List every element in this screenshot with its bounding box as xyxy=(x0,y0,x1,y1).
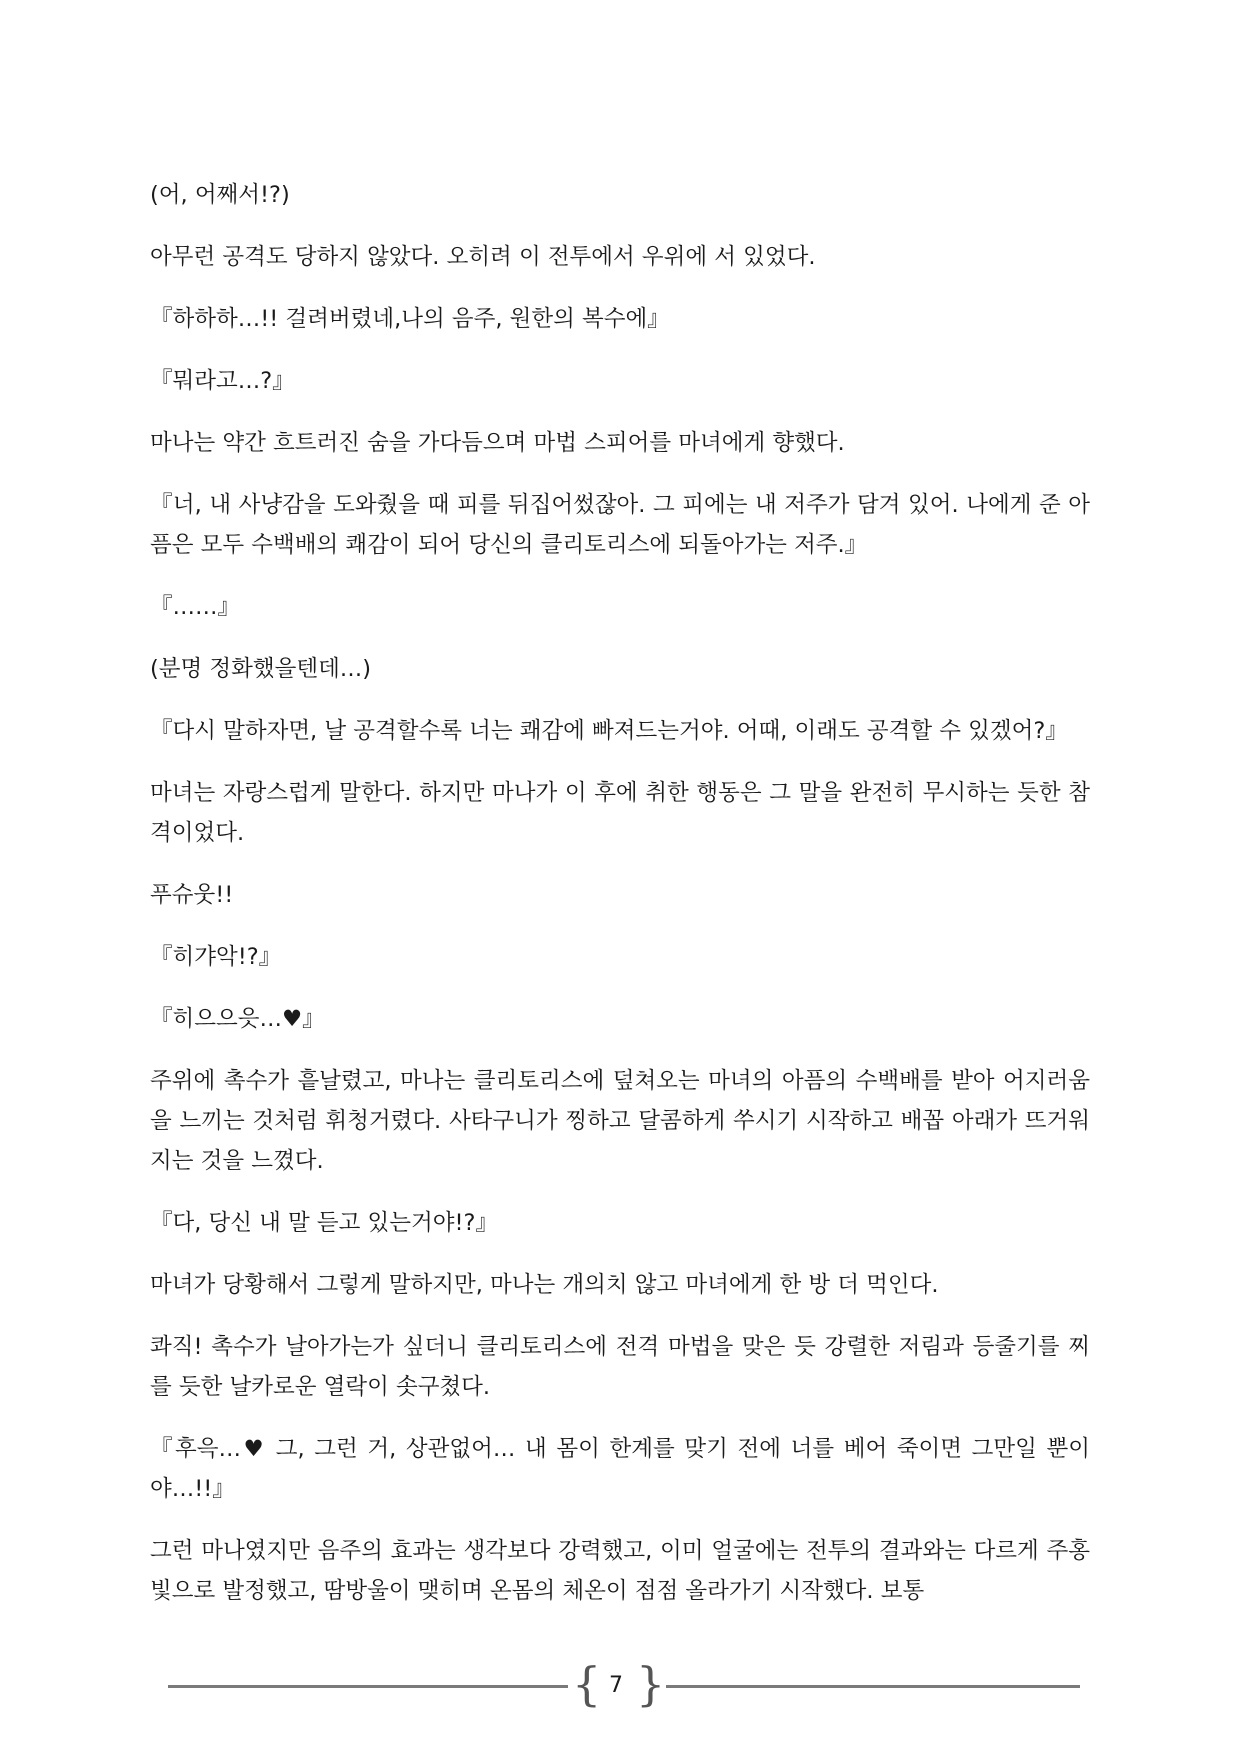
page-number: 7 xyxy=(609,1673,623,1698)
paragraph: 마나는 약간 흐트러진 숨을 가다듬으며 마법 스피어를 마녀에게 향했다. xyxy=(150,430,845,456)
paragraph: 『다, 당신 내 말 듣고 있는거야!?』 xyxy=(150,1210,498,1236)
paragraph: (분명 정화했을텐데…) xyxy=(150,656,372,682)
footer-bracket-close: } xyxy=(636,1657,666,1711)
paragraph: 그런 마나였지만 음주의 효과는 생각보다 강력했고, 이미 얼굴에는 전투의 결과와는 다르게 주홍빛으로 발정했고, 땀방울이 맺히며 온몸의 체온이 점점 올라가기 시작했다. 보통 xyxy=(150,1538,1090,1604)
footer-bracket-open: { xyxy=(572,1657,602,1711)
footer-rule-left xyxy=(168,1685,568,1688)
paragraph: 『하하하…!! 걸려버렸네,나의 음주, 원한의 복수에』 xyxy=(150,306,670,332)
paragraph: (어, 어째서!?) xyxy=(150,182,290,208)
document-body xyxy=(150,175,1090,1633)
footer-rule-right xyxy=(666,1685,1080,1688)
paragraph: 『뭐라고…?』 xyxy=(150,368,295,394)
paragraph: 주위에 촉수가 흩날렸고, 마나는 클리토리스에 덮쳐오는 마녀의 아픔의 수백배를 받아 어지러움을 느끼는 것처럼 휘청거렸다. 사타구니가 찡하고 달콤하게 쑤시기 시작하고 배꼽 아래가 뜨거워지는 것을 느꼈다. xyxy=(150,1068,1090,1174)
paragraph: 푸슈웃!! xyxy=(150,882,234,908)
paragraph: 마녀는 자랑스럽게 말한다. 하지만 마나가 이 후에 취한 행동은 그 말을 완전히 무시하는 듯한 참격이었다. xyxy=(150,780,1090,846)
paragraph: 『너, 내 사냥감을 도와줬을 때 피를 뒤집어썼잖아. 그 피에는 내 저주가 담겨 있어. 나에게 준 아픔은 모두 수백배의 쾌감이 되어 당신의 클리토리스에 되돌아가는 저주.』 xyxy=(150,492,1090,558)
paragraph: 『히으으읏…♥』 xyxy=(150,1006,325,1032)
paragraph: 마녀가 당황해서 그렇게 말하지만, 마나는 개의치 않고 마녀에게 한 방 더 먹인다. xyxy=(150,1272,939,1298)
paragraph: 『후윽…♥ 그, 그런 거, 상관없어… 내 몸이 한계를 맞기 전에 너를 베어 죽이면 그만일 뿐이야…!!』 xyxy=(150,1436,1090,1502)
paragraph: 『다시 말하자면, 날 공격할수록 너는 쾌감에 빠져드는거야. 어때, 이래도 공격할 수 있겠어?』 xyxy=(150,718,1068,744)
paragraph: 콰직! 촉수가 날아가는가 싶더니 클리토리스에 전격 마법을 맞은 듯 강렬한 저림과 등줄기를 찌를 듯한 날카로운 열락이 솟구쳤다. xyxy=(150,1334,1090,1400)
page-footer xyxy=(168,1657,1080,1711)
paragraph: 아무런 공격도 당하지 않았다. 오히려 이 전투에서 우위에 서 있었다. xyxy=(150,244,816,270)
paragraph: 『히갸악!?』 xyxy=(150,944,282,970)
paragraph: 『……』 xyxy=(150,594,241,620)
